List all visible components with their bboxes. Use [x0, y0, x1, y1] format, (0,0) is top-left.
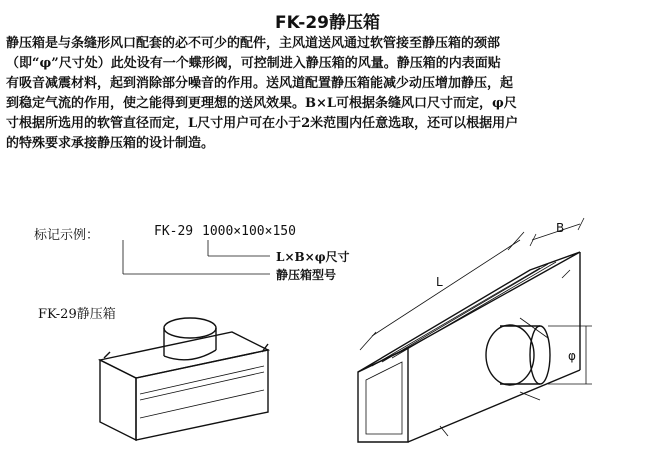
- description-line: （即“φ”尺寸处）此处设有一个蝶形阀，可控制进入静压箱的风量。静压箱的内表面贴: [6, 56, 501, 71]
- dimension-label-diameter: φ: [568, 349, 576, 363]
- marking-label: 标记示例：: [34, 228, 100, 243]
- dimension-diameter: [548, 326, 592, 384]
- callout-model: 静压箱型号: [276, 268, 337, 282]
- description-line: 到稳定气流的作用，使之能得到更理想的送风效果。B×L可根据条缝风口尺寸而定，φ尺: [6, 96, 517, 111]
- small-box-illustration: [100, 318, 268, 440]
- marking-model-code: FK-29: [154, 224, 194, 239]
- figure-label: FK-29静压箱: [38, 307, 116, 322]
- large-box-illustration: [358, 252, 580, 442]
- description-line: 寸根据所选用的软管直径而定，L尺寸用户可在小于2米范围内任意选取，还可以根据用户: [6, 116, 519, 131]
- description-line: 的特殊要求承接静压箱的设计制造。: [6, 136, 215, 151]
- marking-leaders: [123, 240, 270, 274]
- callout-dimensions: L×B×φ尺寸: [276, 250, 350, 264]
- dimension-length: [360, 232, 524, 350]
- description-line: 静压箱是与条缝形风口配套的必不可少的配件，主风道送风通过软管接至静压箱的颈部: [6, 36, 501, 51]
- document-title: FK-29静压箱: [274, 13, 381, 33]
- dimension-label-width: B: [556, 221, 565, 235]
- dimension-label-length: L: [436, 275, 443, 289]
- description-line: 有吸音减震材料，起到消除部分噪音的作用。送风道配置静压箱能减少动压增加静压，起: [6, 76, 514, 91]
- dimension-width: [530, 218, 584, 246]
- marking-dimensions: 1000×100×150: [202, 224, 296, 239]
